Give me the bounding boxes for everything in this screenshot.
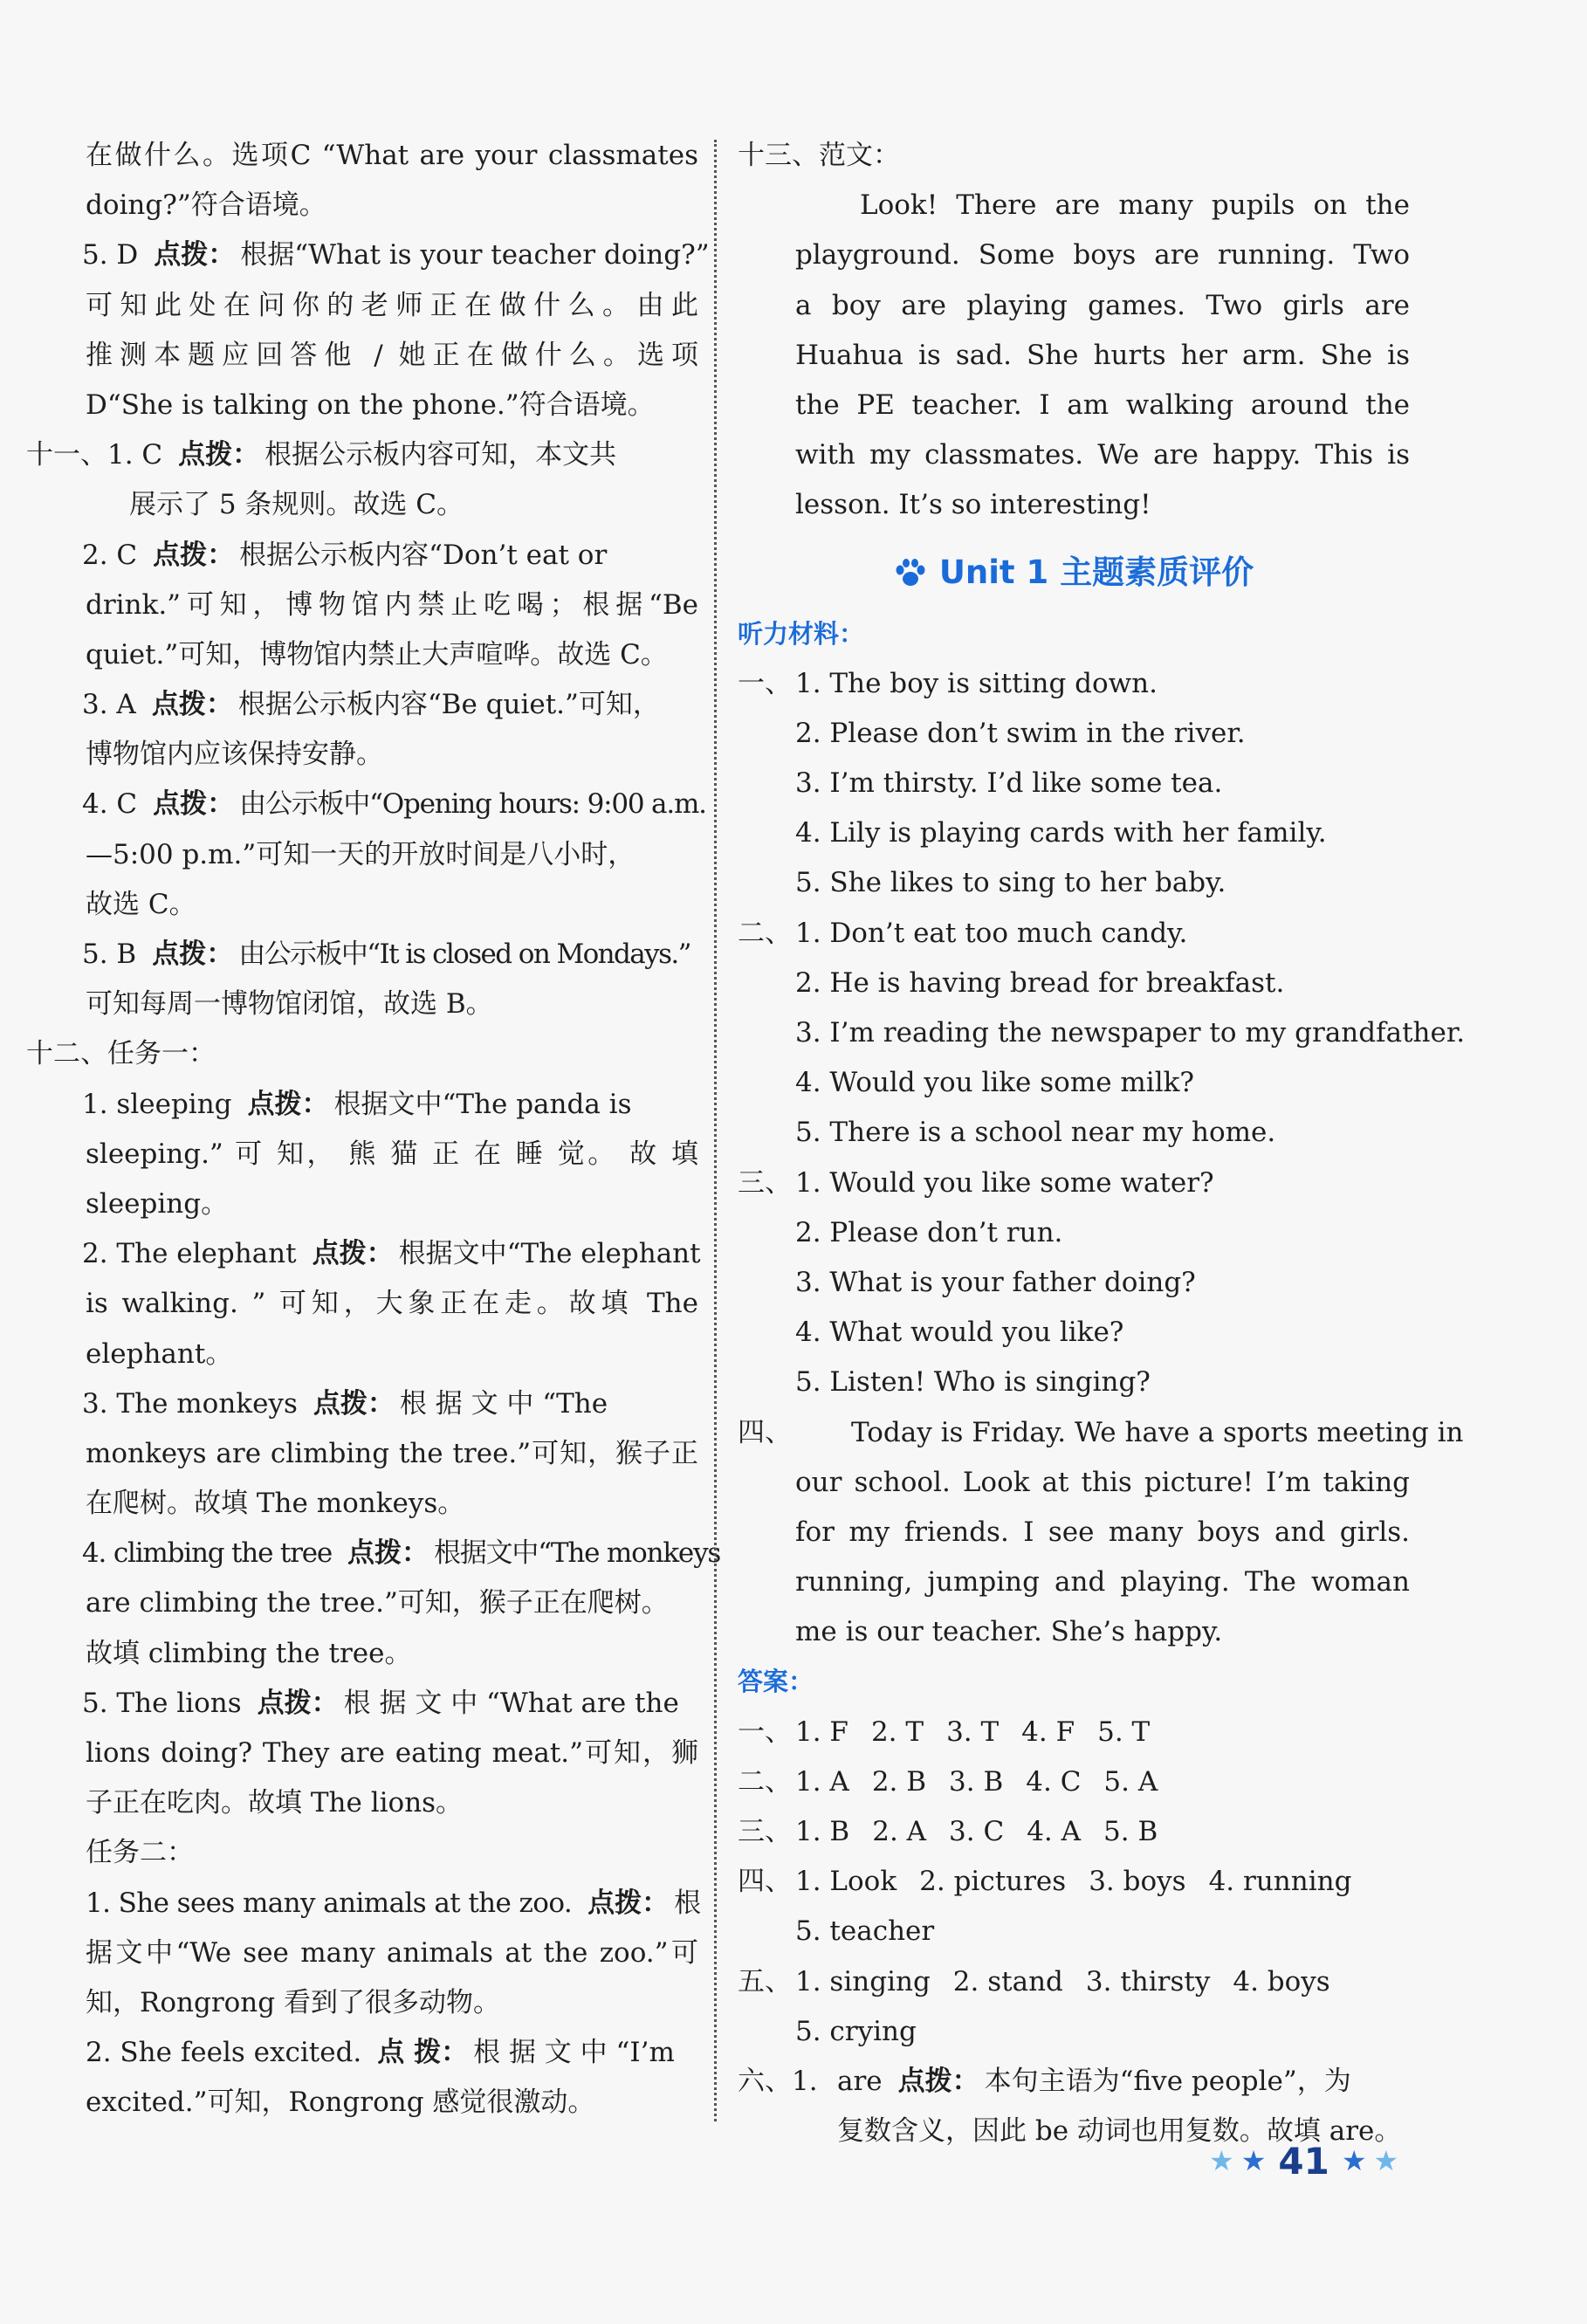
listening-section-2 bbox=[738, 909, 1410, 959]
text-line: 在做什么。选项C “What are your classmates bbox=[86, 140, 698, 171]
text-line: D“She is talking on the phone.”符合语境。 bbox=[86, 388, 655, 421]
list-item: 3. I’m reading the newspaper to my grandfather. bbox=[795, 1017, 1466, 1049]
answer: 2. pictures bbox=[919, 1866, 1067, 1898]
item-number: 3. A bbox=[82, 689, 136, 721]
item-line bbox=[26, 1379, 698, 1429]
text-line: elephant。 bbox=[86, 1337, 233, 1370]
list-item: 5. Listen! Who is singing? bbox=[795, 1366, 1151, 1399]
hint-label: 点拨： bbox=[587, 1887, 670, 1919]
item-answer: 2. The elephant bbox=[82, 1238, 297, 1270]
text-line: 可知此处在问你的老师正在做什么。由此 bbox=[86, 289, 698, 321]
text-line: 博物馆内应该保持安静。 bbox=[86, 739, 383, 771]
hint-text: 根据文中“The panda is bbox=[333, 1088, 632, 1120]
section-label: 十一、1. C bbox=[26, 439, 163, 471]
hint-text: 根 据 文 中 “The bbox=[399, 1387, 608, 1420]
section-label: 一、 bbox=[738, 667, 792, 699]
item-line bbox=[26, 1879, 702, 1929]
essay-line: Look! There are many pupils on the bbox=[860, 189, 1410, 222]
text-line: sleeping.” 可 知， 熊 猫 正 在 睡 觉。 故 填 bbox=[86, 1138, 698, 1170]
answers-heading: 答案： bbox=[738, 1667, 814, 1697]
right-column bbox=[738, 131, 1466, 2156]
answer: 3. B bbox=[949, 1765, 1004, 1798]
text-line: —5:00 p.m.”可知一天的开放时间是八小时， bbox=[86, 838, 635, 870]
section-label: 五、 bbox=[738, 1965, 792, 1997]
text-line: 可知每周一博物馆闭馆，故选 B。 bbox=[86, 988, 493, 1021]
item-line bbox=[26, 2028, 698, 2078]
answer: 1. A bbox=[795, 1765, 849, 1798]
section-label: 四、 bbox=[738, 1866, 792, 1898]
text-line: 故选 C。 bbox=[86, 888, 196, 920]
item-line bbox=[26, 531, 698, 581]
hint-label: 点 拨： bbox=[377, 2037, 469, 2069]
essay-line: with my classmates. We are happy. This is bbox=[795, 439, 1410, 471]
paw-icon bbox=[894, 558, 927, 589]
listening-heading: 听力材料： bbox=[738, 618, 865, 649]
essay-heading: 十三、范文： bbox=[738, 140, 900, 171]
item-answer: 1. sleeping bbox=[82, 1088, 232, 1120]
essay-line: Huahua is sad. She hurts her arm. She is bbox=[795, 339, 1410, 371]
text-line: drink.”可知，博物馆内禁止吃喝；根据“Be bbox=[86, 588, 698, 621]
hint-text: 根据文中“The monkeys bbox=[434, 1537, 721, 1570]
answer: 4. F bbox=[1021, 1715, 1075, 1748]
unit-title-text: Unit 1 主题素质评价 bbox=[938, 553, 1254, 591]
answer-row-2 bbox=[738, 1757, 1410, 1807]
text-line: monkeys are climbing the tree.”可知，猴子正 bbox=[86, 1437, 698, 1469]
star-icon: ★ bbox=[1209, 2144, 1234, 2177]
passage-line: me is our teacher. She’s happy. bbox=[795, 1616, 1223, 1648]
hint-text: 根据“What is your teacher doing?” bbox=[240, 239, 710, 272]
answer: 2. B bbox=[871, 1765, 927, 1798]
hint-label: 点拨： bbox=[152, 939, 234, 970]
answer: 2. stand bbox=[952, 1965, 1063, 1997]
item-line bbox=[26, 930, 698, 980]
list-item: 1. The boy is sitting down. bbox=[795, 667, 1158, 699]
answer-row-5 bbox=[738, 1957, 1410, 2007]
hint-label: 点拨： bbox=[312, 1238, 394, 1270]
listening-section-4 bbox=[738, 1408, 1464, 1458]
item-number: 5. B bbox=[82, 939, 137, 970]
hint-label: 点拨： bbox=[257, 1687, 339, 1719]
item-number: 2. C bbox=[82, 539, 138, 571]
list-item: 2. He is having bread for breakfast. bbox=[795, 966, 1285, 999]
hint-text: 根 bbox=[674, 1887, 702, 1919]
text-line: doing?”符合语境。 bbox=[86, 189, 326, 222]
answer: 3. thirsty bbox=[1085, 1965, 1211, 1997]
item-answer: 3. The monkeys bbox=[82, 1387, 298, 1420]
left-column bbox=[26, 131, 721, 2128]
hint-label: 点拨： bbox=[178, 439, 260, 471]
answer: 3. boys bbox=[1089, 1866, 1186, 1898]
hint-text: 由公示板中“Opening hours: 9:00 a.m. bbox=[239, 788, 706, 821]
answer: 1. B bbox=[795, 1816, 850, 1847]
answer: 5. crying bbox=[795, 2015, 917, 2047]
item-line bbox=[26, 1529, 721, 1578]
essay-line: playground. Some boys are running. Two bbox=[795, 239, 1410, 272]
text-line: 复数含义，因此 be 动词也用复数。故填 are。 bbox=[837, 2115, 1402, 2148]
answer-row-6 bbox=[738, 2057, 1410, 2107]
essay-line: lesson. It’s so interesting! bbox=[795, 489, 1151, 521]
item-answer: 4. climbing the tree bbox=[82, 1537, 333, 1570]
text-line: 子正在吃肉。故填 The lions。 bbox=[86, 1787, 464, 1819]
list-item: 3. I’m thirsty. I’d like some tea. bbox=[795, 767, 1223, 800]
section-heading: 十二、任务一： bbox=[26, 1038, 216, 1070]
hint-label: 点拨： bbox=[347, 1537, 429, 1570]
list-item: 4. Would you like some milk? bbox=[795, 1067, 1195, 1099]
answer: 4. A bbox=[1027, 1816, 1082, 1847]
listening-section-1 bbox=[738, 659, 1410, 709]
answer-row-1 bbox=[738, 1708, 1410, 1757]
item-line bbox=[26, 1229, 701, 1279]
list-item: 1. Don’t eat too much candy. bbox=[795, 917, 1188, 949]
list-item: 2. Please don’t swim in the river. bbox=[795, 717, 1246, 749]
hint-label: 点拨： bbox=[154, 239, 236, 272]
hint-text: 根据公示板内容可知，本文共 bbox=[264, 439, 617, 471]
text-line: 知，Rongrong 看到了很多动物。 bbox=[86, 1986, 500, 2018]
answer: 4. boys bbox=[1233, 1965, 1330, 1997]
hint-label: 点拨： bbox=[151, 689, 233, 721]
list-item: 5. She likes to sing to her baby. bbox=[795, 867, 1226, 899]
text-line: lions doing? They are eating meat.”可知，狮 bbox=[86, 1737, 698, 1769]
answer-row-4 bbox=[738, 1857, 1410, 1907]
text-line: 展示了 5 条规则。故选 C。 bbox=[129, 489, 464, 521]
star-icon: ★ bbox=[1373, 2144, 1399, 2177]
section-label: 二、 bbox=[738, 917, 792, 949]
item-line bbox=[26, 680, 698, 730]
hint-text: 本句主语为“five people”，为 bbox=[984, 2065, 1351, 2097]
text-line: are climbing the tree.”可知，猴子正在爬树。 bbox=[86, 1587, 669, 1619]
answer: 2. A bbox=[872, 1816, 927, 1847]
answer: 1. F bbox=[795, 1715, 848, 1748]
essay-line: the PE teacher. I am walking around the bbox=[795, 388, 1410, 421]
hint-label: 点拨： bbox=[153, 539, 235, 571]
item-answer: 2. She feels excited. bbox=[86, 2037, 362, 2069]
hint-text: 根据文中“The elephant bbox=[398, 1238, 701, 1270]
answer: 5. A bbox=[1103, 1765, 1158, 1798]
passage-line: our school. Look at this picture! I’m taking bbox=[795, 1466, 1410, 1498]
answer: 3. T bbox=[946, 1715, 1000, 1748]
text-line: 推测本题应回答他 / 她正在做什么。选项 bbox=[86, 339, 698, 371]
item-line bbox=[26, 1080, 698, 1130]
text-line: 据文中“We see many animals at the zoo.”可 bbox=[86, 1936, 698, 1969]
column-divider bbox=[714, 140, 717, 2121]
passage-line: Today is Friday. We have a sports meeting in bbox=[851, 1416, 1464, 1448]
list-item: 2. Please don’t run. bbox=[795, 1216, 1063, 1248]
answer: 5. teacher bbox=[795, 1915, 935, 1948]
passage-line: running, jumping and playing. The woman bbox=[795, 1566, 1410, 1599]
section-label: 三、 bbox=[738, 1166, 792, 1199]
unit-title bbox=[738, 538, 1410, 608]
answer: 5. T bbox=[1097, 1715, 1151, 1748]
list-item: 3. What is your father doing? bbox=[795, 1266, 1196, 1298]
answer: 1. Look bbox=[795, 1866, 897, 1898]
hint-label: 点拨： bbox=[313, 1387, 395, 1420]
text-line: sleeping。 bbox=[86, 1187, 229, 1220]
passage-line: for my friends. I see many boys and girls. bbox=[795, 1516, 1410, 1548]
item-number: 5. D bbox=[82, 239, 139, 272]
item-5-line bbox=[26, 230, 710, 280]
hint-label: 点拨： bbox=[247, 1088, 329, 1120]
text-line: 在爬树。故填 The monkeys。 bbox=[86, 1488, 465, 1520]
item-number: 4. C bbox=[82, 788, 138, 821]
list-item: 1. Would you like some water? bbox=[795, 1166, 1214, 1199]
text-line: excited.”可知，Rongrong 感觉很激动。 bbox=[86, 2087, 595, 2119]
section-heading: 任务二： bbox=[86, 1837, 194, 1869]
list-item: 5. There is a school near my home. bbox=[795, 1117, 1276, 1149]
hint-label: 点拨： bbox=[897, 2065, 979, 2097]
section-label: 二、 bbox=[738, 1765, 792, 1798]
page-footer bbox=[1209, 2135, 1398, 2187]
text-line: is walking. ” 可知，大象正在走。故填 The bbox=[86, 1288, 698, 1320]
answer: 5. B bbox=[1103, 1816, 1158, 1847]
hint-text: 根 据 文 中 “What are the bbox=[343, 1687, 679, 1719]
page-number: 41 bbox=[1278, 2139, 1329, 2183]
star-icon: ★ bbox=[1341, 2144, 1367, 2177]
section-11-line bbox=[26, 430, 698, 480]
answer: 2. T bbox=[870, 1715, 924, 1748]
item-answer: 5. The lions bbox=[82, 1687, 242, 1719]
item-line bbox=[26, 780, 706, 829]
list-item: 4. Lily is playing cards with her family. bbox=[795, 817, 1327, 849]
answer: 3. C bbox=[949, 1816, 1005, 1847]
star-icon: ★ bbox=[1240, 2144, 1267, 2177]
hint-text: 根 据 文 中 “I’m bbox=[473, 2037, 675, 2069]
section-label: 六、1. bbox=[738, 2065, 818, 2097]
section-label: 一、 bbox=[738, 1715, 792, 1748]
list-item: 4. What would you like? bbox=[795, 1317, 1124, 1349]
hint-text: 由公示板中“It is closed on Mondays.” bbox=[238, 939, 690, 970]
listening-section-3 bbox=[738, 1159, 1410, 1208]
answer: 4. C bbox=[1026, 1765, 1082, 1798]
section-label: 四、 bbox=[738, 1416, 792, 1448]
section-label: 三、 bbox=[738, 1816, 792, 1847]
answer-row-3 bbox=[738, 1807, 1410, 1857]
answer: 4. running bbox=[1208, 1866, 1352, 1898]
answer: 1. singing bbox=[795, 1965, 931, 1997]
text-line: 故填 climbing the tree。 bbox=[86, 1637, 412, 1669]
hint-label: 点拨： bbox=[153, 788, 235, 821]
essay-line: a boy are playing games. Two girls are bbox=[795, 289, 1410, 321]
answer: are bbox=[837, 2065, 883, 2097]
item-line bbox=[26, 1679, 698, 1729]
hint-text: 根据公示板内容“Don’t eat or bbox=[239, 539, 608, 571]
text-line: quiet.”可知，博物馆内禁止大声喧哗。故选 C。 bbox=[86, 638, 668, 670]
item-answer: 1. She sees many animals at the zoo. bbox=[86, 1887, 573, 1919]
hint-text: 根据公示板内容“Be quiet.”可知， bbox=[237, 689, 660, 721]
